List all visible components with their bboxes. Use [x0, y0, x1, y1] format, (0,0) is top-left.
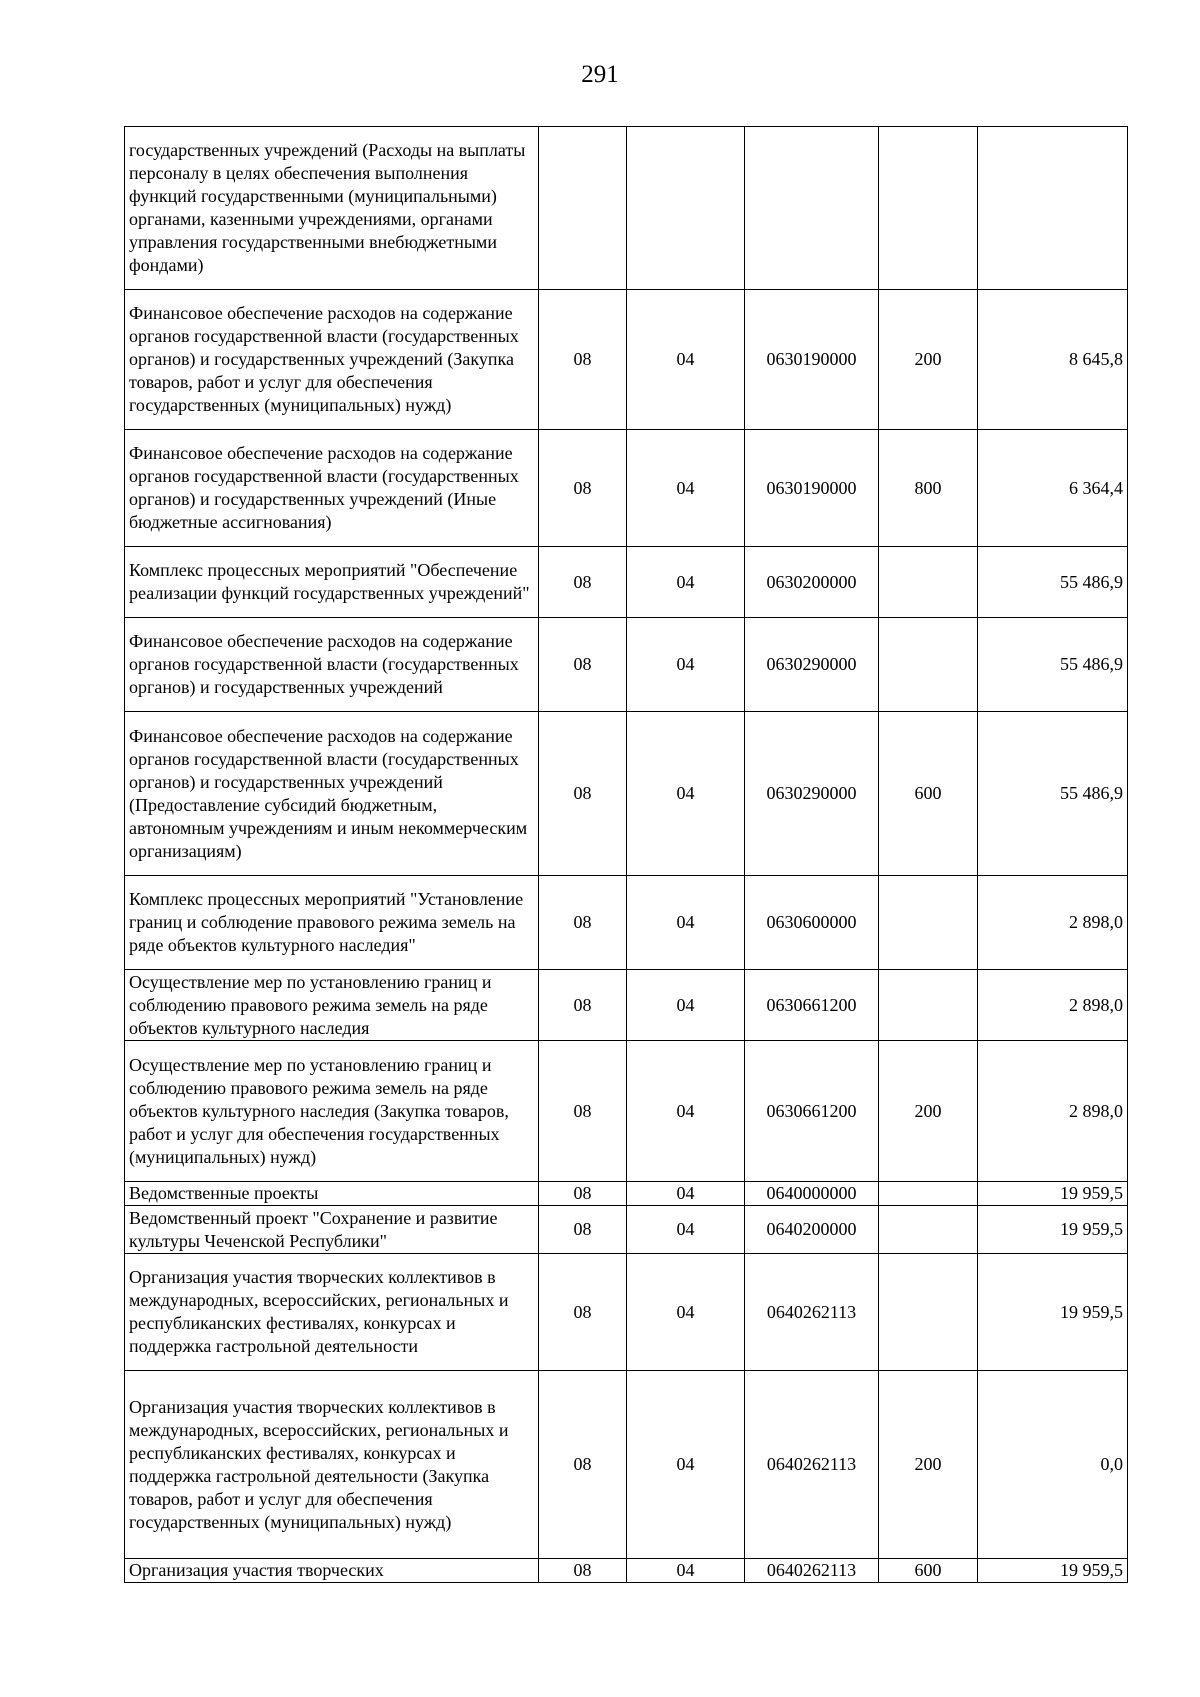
table-row: [125, 1254, 1128, 1371]
table-row: [125, 876, 1128, 970]
row-name: Осуществление мер по установлению границ и соблюдению правового режима земель на ряде объектов культурного наследия (Закупка товаров, работ и услуг для обеспечения государственных (муниципальных) нужд): [125, 1041, 539, 1182]
row-section: 08: [539, 1559, 627, 1583]
row-amount: 55 486,9: [978, 618, 1128, 712]
row-target-article: 0630661200: [745, 970, 879, 1041]
row-section: [539, 127, 627, 290]
row-subsection: 04: [627, 430, 745, 547]
row-subsection: 04: [627, 1254, 745, 1371]
row-expense-type: [879, 1182, 978, 1206]
row-amount: 19 959,5: [978, 1182, 1128, 1206]
row-name: Комплекс процессных мероприятий "Обеспечение реализации функций государственных учреждений": [125, 547, 539, 618]
row-amount: 19 959,5: [978, 1254, 1128, 1371]
row-section: 08: [539, 1206, 627, 1254]
row-name: Осуществление мер по установлению границ и соблюдению правового режима земель на ряде объектов культурного наследия: [125, 970, 539, 1041]
row-subsection: 04: [627, 547, 745, 618]
row-amount: 19 959,5: [978, 1559, 1128, 1583]
row-section: 08: [539, 430, 627, 547]
row-amount: 0,0: [978, 1371, 1128, 1559]
row-subsection: 04: [627, 290, 745, 430]
table-row: [125, 618, 1128, 712]
table-row: [125, 290, 1128, 430]
table-row: [125, 547, 1128, 618]
page-number: 291: [581, 61, 619, 88]
row-name: Финансовое обеспечение расходов на содержание органов государственной власти (государственных органов) и государственных учреждений (Закупка товаров, работ и услуг для обеспечения государственных (муниципальных) нужд): [125, 290, 539, 430]
row-section: 08: [539, 970, 627, 1041]
row-subsection: 04: [627, 876, 745, 970]
row-expense-type: [879, 970, 978, 1041]
row-section: 08: [539, 1041, 627, 1182]
row-expense-type: 800: [879, 430, 978, 547]
row-amount: 6 364,4: [978, 430, 1128, 547]
table-row: [125, 712, 1128, 876]
row-expense-type: [879, 876, 978, 970]
table-row: [125, 1041, 1128, 1182]
row-target-article: 0630290000: [745, 618, 879, 712]
row-target-article: 0640262113: [745, 1559, 879, 1583]
row-target-article: 0630600000: [745, 876, 879, 970]
row-target-article: 0630190000: [745, 430, 879, 547]
row-subsection: 04: [627, 1206, 745, 1254]
row-subsection: 04: [627, 1371, 745, 1559]
row-target-article: 0630661200: [745, 1041, 879, 1182]
row-name: Финансовое обеспечение расходов на содержание органов государственной власти (государственных органов) и государственных учреждений (Иные бюджетные ассигнования): [125, 430, 539, 547]
row-name: Организация участия творческих коллективов в международных, всероссийских, региональных и республиканских фестивалях, конкурсах и поддержка гастрольной деятельности: [125, 1254, 539, 1371]
row-name: государственных учреждений (Расходы на выплаты персоналу в целях обеспечения выполнения функций государственными (муниципальными) органами, казенными учреждениями, органами управления государственными внебюджетными фондами): [125, 127, 539, 290]
row-subsection: 04: [627, 1182, 745, 1206]
table-row: [125, 1206, 1128, 1254]
row-name: Организация участия творческих коллективов в международных, всероссийских, региональных и республиканских фестивалях, конкурсах и поддержка гастрольной деятельности (Закупка товаров, работ и услуг для обеспечения государственных (муниципальных) нужд): [125, 1371, 539, 1559]
row-target-article: 0630290000: [745, 712, 879, 876]
row-expense-type: [879, 1254, 978, 1371]
row-expense-type: [879, 547, 978, 618]
row-section: 08: [539, 1254, 627, 1371]
row-subsection: 04: [627, 1559, 745, 1583]
row-subsection: 04: [627, 1041, 745, 1182]
row-amount: 2 898,0: [978, 1041, 1128, 1182]
row-section: 08: [539, 1182, 627, 1206]
table-row: [125, 1371, 1128, 1559]
row-name: Ведомственный проект "Сохранение и развитие культуры Чеченской Республики": [125, 1206, 539, 1254]
row-subsection: 04: [627, 970, 745, 1041]
row-amount: [978, 127, 1128, 290]
row-amount: 2 898,0: [978, 970, 1128, 1041]
row-target-article: 0630200000: [745, 547, 879, 618]
row-amount: 8 645,8: [978, 290, 1128, 430]
row-name: Комплекс процессных мероприятий "Установление границ и соблюдение правового режима земель на ряде объектов культурного наследия": [125, 876, 539, 970]
row-expense-type: 200: [879, 1041, 978, 1182]
row-expense-type: [879, 127, 978, 290]
row-amount: 19 959,5: [978, 1206, 1128, 1254]
row-target-article: 0640000000: [745, 1182, 879, 1206]
row-expense-type: 600: [879, 712, 978, 876]
row-section: 08: [539, 876, 627, 970]
table-row: [125, 430, 1128, 547]
row-expense-type: 600: [879, 1559, 978, 1583]
row-target-article: 0630190000: [745, 290, 879, 430]
row-target-article: [745, 127, 879, 290]
row-subsection: [627, 127, 745, 290]
row-section: 08: [539, 618, 627, 712]
row-subsection: 04: [627, 712, 745, 876]
row-expense-type: 200: [879, 290, 978, 430]
table-row: [125, 970, 1128, 1041]
row-expense-type: 200: [879, 1371, 978, 1559]
budget-table: [124, 126, 1128, 1583]
row-section: 08: [539, 1371, 627, 1559]
row-target-article: 0640200000: [745, 1206, 879, 1254]
row-amount: 55 486,9: [978, 712, 1128, 876]
row-target-article: 0640262113: [745, 1254, 879, 1371]
table-row: [125, 1182, 1128, 1206]
row-expense-type: [879, 1206, 978, 1254]
row-target-article: 0640262113: [745, 1371, 879, 1559]
row-name: Ведомственные проекты: [125, 1182, 539, 1206]
row-expense-type: [879, 618, 978, 712]
row-amount: 55 486,9: [978, 547, 1128, 618]
row-section: 08: [539, 547, 627, 618]
row-subsection: 04: [627, 618, 745, 712]
row-name: Финансовое обеспечение расходов на содержание органов государственной власти (государственных органов) и государственных учреждений (Предоставление субсидий бюджетным, автономным учреждениям и иным некоммерческим организациям): [125, 712, 539, 876]
row-name: Финансовое обеспечение расходов на содержание органов государственной власти (государственных органов) и государственных учреждений: [125, 618, 539, 712]
row-name: Организация участия творческих: [125, 1559, 539, 1583]
row-amount: 2 898,0: [978, 876, 1128, 970]
table-row: [125, 1559, 1128, 1583]
row-section: 08: [539, 712, 627, 876]
table-row: [125, 127, 1128, 290]
row-section: 08: [539, 290, 627, 430]
